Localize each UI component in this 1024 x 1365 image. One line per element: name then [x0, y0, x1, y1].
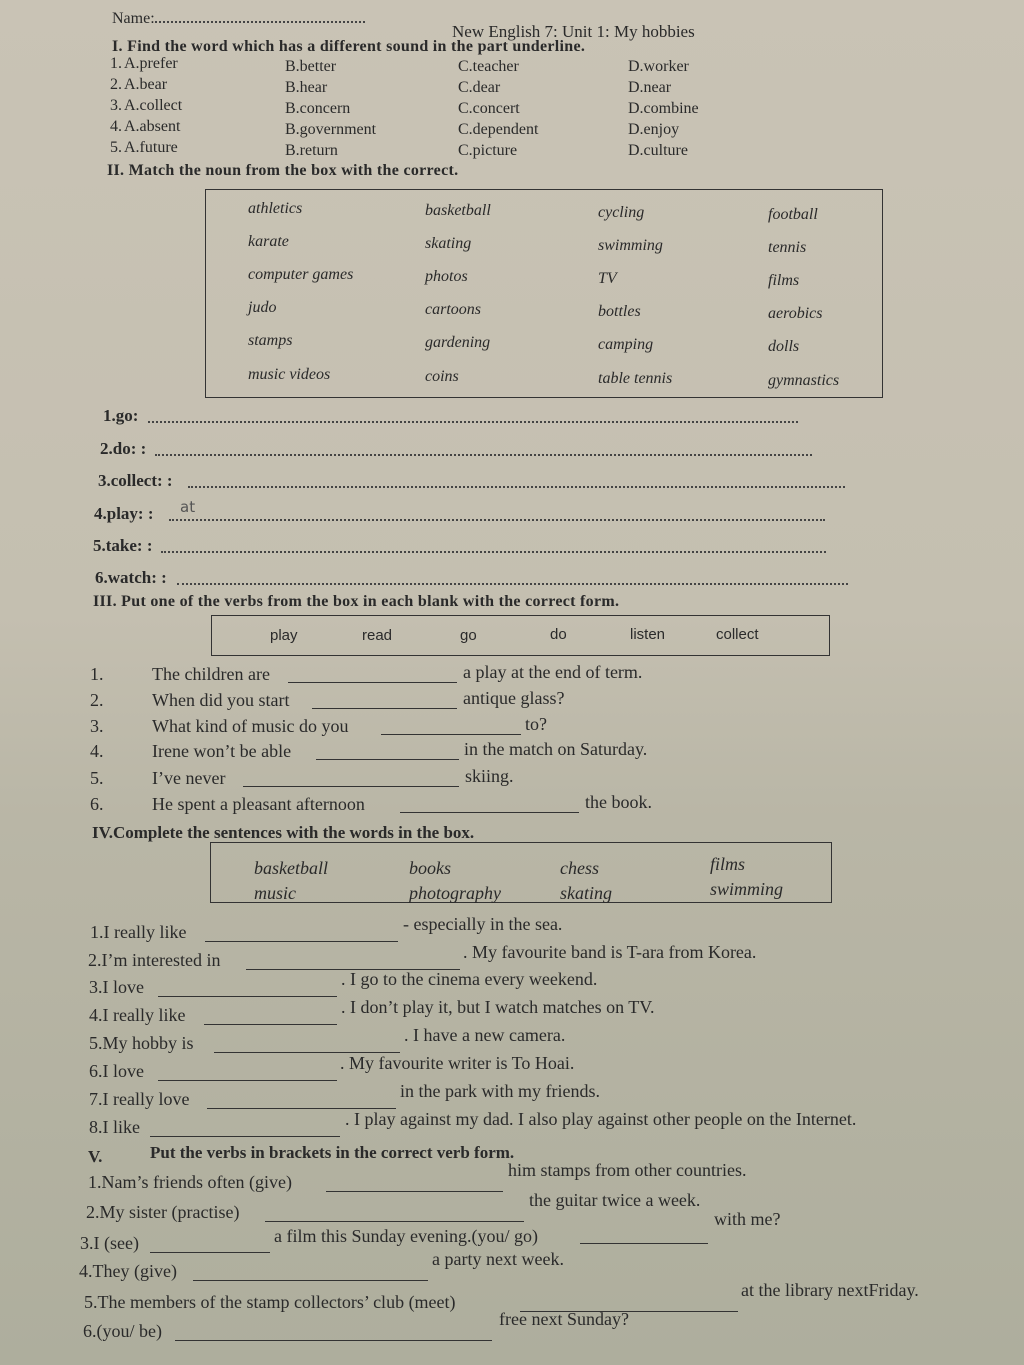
box-word: chess: [560, 858, 599, 878]
answer-blank[interactable]: [150, 1252, 270, 1253]
option-c[interactable]: C.dependent: [458, 121, 539, 138]
match-line-label: 3.collect: :: [98, 471, 173, 490]
item-text: He spent a pleasant afternoon: [152, 794, 365, 814]
item-text-end: antique glass?: [463, 688, 565, 708]
option-c[interactable]: C.teacher: [458, 58, 519, 75]
box-word: swimming: [710, 879, 784, 899]
section5-number: V.: [88, 1147, 103, 1166]
noun-word: tennis: [768, 239, 807, 256]
item-text: When did you start: [152, 690, 290, 710]
sentence-start: 7.I really love: [89, 1089, 190, 1109]
noun-word: music videos: [248, 366, 331, 383]
noun-word: karate: [248, 233, 289, 250]
sentence-end: with me?: [714, 1209, 781, 1229]
answer-blank[interactable]: [204, 1024, 337, 1025]
sentence-end: a party next week.: [432, 1249, 564, 1269]
match-line-label: 5.take: :: [93, 536, 153, 555]
section3-heading: III. Put one of the verbs from the box in each blank with the correct form.: [93, 593, 620, 610]
item-text-end: in the match on Saturday.: [464, 739, 648, 759]
answer-dots[interactable]: [161, 541, 826, 553]
noun-word: TV: [598, 270, 617, 287]
sentence-start: 2.I’m interested in: [88, 950, 221, 970]
name-label: [112, 10, 365, 28]
answer-dots[interactable]: [155, 444, 812, 456]
option-c[interactable]: C.picture: [458, 142, 518, 159]
answer-blank[interactable]: [158, 996, 337, 997]
verb-word: collect: [716, 626, 759, 643]
sentence-start: 3.I (see): [80, 1233, 139, 1253]
noun-word: gardening: [425, 334, 491, 351]
answer-dots[interactable]: [188, 476, 845, 488]
answer-blank[interactable]: [312, 708, 457, 709]
noun-word: judo: [248, 299, 277, 316]
answer-blank[interactable]: [150, 1136, 340, 1137]
box-word: films: [710, 854, 746, 874]
answer-blank[interactable]: [580, 1243, 708, 1244]
section4-heading: IV.Complete the sentences with the words in the box.: [92, 823, 475, 842]
verb-word: listen: [630, 626, 666, 643]
item-text: I’ve never: [152, 768, 226, 788]
answer-blank[interactable]: [316, 759, 459, 760]
option-d[interactable]: D.culture: [628, 142, 688, 159]
match-line-label: 4.play: :: [94, 504, 154, 523]
answer-blank[interactable]: [193, 1280, 428, 1281]
item-text: The children are: [152, 664, 270, 684]
item-number: 2.: [90, 690, 104, 710]
item-number: 4.: [90, 741, 104, 761]
option-d[interactable]: D.worker: [628, 58, 689, 75]
option-b[interactable]: B.hear: [285, 79, 328, 96]
item-text-end: a play at the end of term.: [463, 662, 643, 682]
box-word: books: [409, 858, 451, 878]
option-a[interactable]: A.absent: [124, 118, 181, 135]
option-c[interactable]: C.dear: [458, 79, 501, 96]
sentence-start: 5.My hobby is: [89, 1033, 194, 1053]
sentence-end: - especially in the sea.: [403, 914, 563, 934]
noun-word: football: [768, 206, 818, 223]
section5-heading: Put the verbs in brackets in the correct verb form.: [150, 1143, 515, 1162]
option-a[interactable]: A.bear: [124, 76, 168, 93]
option-number: 4.: [110, 118, 122, 135]
noun-word: cycling: [598, 204, 645, 221]
sentence-end: in the park with my friends.: [400, 1081, 600, 1101]
noun-word: camping: [598, 336, 654, 353]
option-b[interactable]: B.better: [285, 58, 337, 75]
worksheet-title: New English 7: Unit 1: My hobbies: [452, 22, 695, 41]
noun-word: table tennis: [598, 370, 673, 387]
noun-word: athletics: [248, 200, 303, 217]
match-line-label: 2.do: :: [100, 439, 147, 458]
noun-word: dolls: [768, 338, 800, 355]
noun-word: coins: [425, 368, 459, 385]
answer-blank[interactable]: [288, 682, 457, 683]
sentence-start: 6.I love: [89, 1061, 144, 1081]
answer-blank[interactable]: [158, 1080, 337, 1081]
match-line-label: 1.go:: [103, 406, 139, 425]
answer-blank[interactable]: [400, 812, 579, 813]
answer-blank[interactable]: [243, 786, 459, 787]
match-line-label: 6.watch: :: [95, 568, 167, 587]
option-d[interactable]: D.near: [628, 79, 672, 96]
option-number: 1.: [110, 55, 122, 72]
section1-heading: I. Find the word which has a different sound in the part underline.: [112, 38, 586, 55]
answer-dots[interactable]: [169, 509, 825, 521]
item-number: 5.: [90, 768, 104, 788]
answer-dots[interactable]: [177, 573, 848, 585]
sentence-end: . I go to the cinema every weekend.: [341, 969, 598, 989]
answer-blank[interactable]: [205, 941, 398, 942]
answer-blank[interactable]: [326, 1191, 503, 1192]
sentence-end: . My favourite writer is To Hoai.: [340, 1053, 575, 1073]
box-word: photography: [409, 883, 501, 903]
sentence-start: 1.I really like: [90, 922, 187, 942]
noun-word: swimming: [598, 237, 663, 254]
name-label-text: Name:: [112, 10, 155, 27]
sentence-start: 8.I like: [89, 1117, 140, 1137]
sentence-middle: a film this Sunday evening.(you/ go): [274, 1226, 538, 1246]
option-d[interactable]: D.combine: [628, 100, 699, 117]
noun-word: bottles: [598, 303, 641, 320]
sentence-end: him stamps from other countries.: [508, 1160, 747, 1180]
sentence-end: . My favourite band is T-ara from Korea.: [463, 942, 757, 962]
option-number: 2.: [110, 76, 122, 93]
item-text-end: skiing.: [465, 766, 514, 786]
item-text-end: the book.: [585, 792, 652, 812]
answer-blank[interactable]: [175, 1340, 492, 1341]
item-number: 3.: [90, 716, 104, 736]
noun-word: films: [768, 272, 800, 289]
noun-word: stamps: [248, 332, 293, 349]
box-word: skating: [560, 883, 612, 903]
sentence-end: . I don’t play it, but I watch matches on TV.: [341, 997, 655, 1017]
option-b[interactable]: B.concern: [285, 100, 351, 117]
sentence-start: 4.They (give): [79, 1261, 177, 1281]
sentence-end: free next Sunday?: [499, 1309, 629, 1329]
noun-word: skating: [425, 235, 472, 252]
option-a[interactable]: A.prefer: [124, 55, 178, 72]
sentence-end: . I have a new camera.: [404, 1025, 566, 1045]
sentence-start: 3.I love: [89, 977, 144, 997]
item-number: 6.: [90, 794, 104, 814]
noun-word: cartoons: [425, 301, 481, 318]
section2-heading: II. Match the noun from the box with the correct.: [107, 162, 459, 179]
sentence-end: . I play against my dad. I also play against other people on the Internet.: [345, 1109, 857, 1129]
noun-word: basketball: [425, 202, 491, 219]
handwritten-answer: at: [180, 498, 196, 516]
box-word: music: [254, 883, 296, 903]
answer-blank[interactable]: [381, 734, 521, 735]
option-b[interactable]: B.return: [285, 142, 338, 159]
option-b[interactable]: B.government: [285, 121, 377, 138]
sentence-start: 6.(you/ be): [83, 1321, 162, 1341]
item-text-end: to?: [525, 714, 547, 734]
box-word: basketball: [254, 858, 328, 878]
sentence-start: 1.Nam’s friends often (give): [88, 1172, 292, 1192]
verb-word: read: [362, 627, 393, 644]
option-d[interactable]: D.enjoy: [628, 121, 680, 138]
option-c[interactable]: C.concert: [458, 100, 520, 117]
noun-word: gymnastics: [768, 372, 840, 389]
verb-word: play: [270, 627, 298, 644]
verb-word: do: [550, 626, 567, 643]
item-text: What kind of music do you: [152, 716, 349, 736]
verb-word: go: [460, 627, 477, 644]
item-number: 1.: [90, 664, 104, 684]
answer-blank[interactable]: [265, 1221, 524, 1222]
sentence-start: 2.My sister (practise): [86, 1202, 240, 1222]
option-number: 3.: [110, 97, 122, 114]
answer-dots[interactable]: [148, 411, 798, 423]
item-text: Irene won’t be able: [152, 741, 292, 761]
option-number: 5.: [110, 139, 122, 156]
noun-word: photos: [425, 268, 468, 285]
sentence-end: the guitar twice a week.: [529, 1190, 701, 1210]
noun-word: computer games: [248, 266, 354, 283]
sentence-start: 4.I really like: [89, 1005, 186, 1025]
name-dots: [155, 11, 365, 23]
option-a[interactable]: A.collect: [124, 97, 183, 114]
noun-word: aerobics: [768, 305, 823, 322]
sentence-start: 5.The members of the stamp collectors’ club (meet): [84, 1292, 456, 1312]
option-a[interactable]: A.future: [124, 139, 178, 156]
sentence-end: at the library nextFriday.: [741, 1280, 919, 1300]
